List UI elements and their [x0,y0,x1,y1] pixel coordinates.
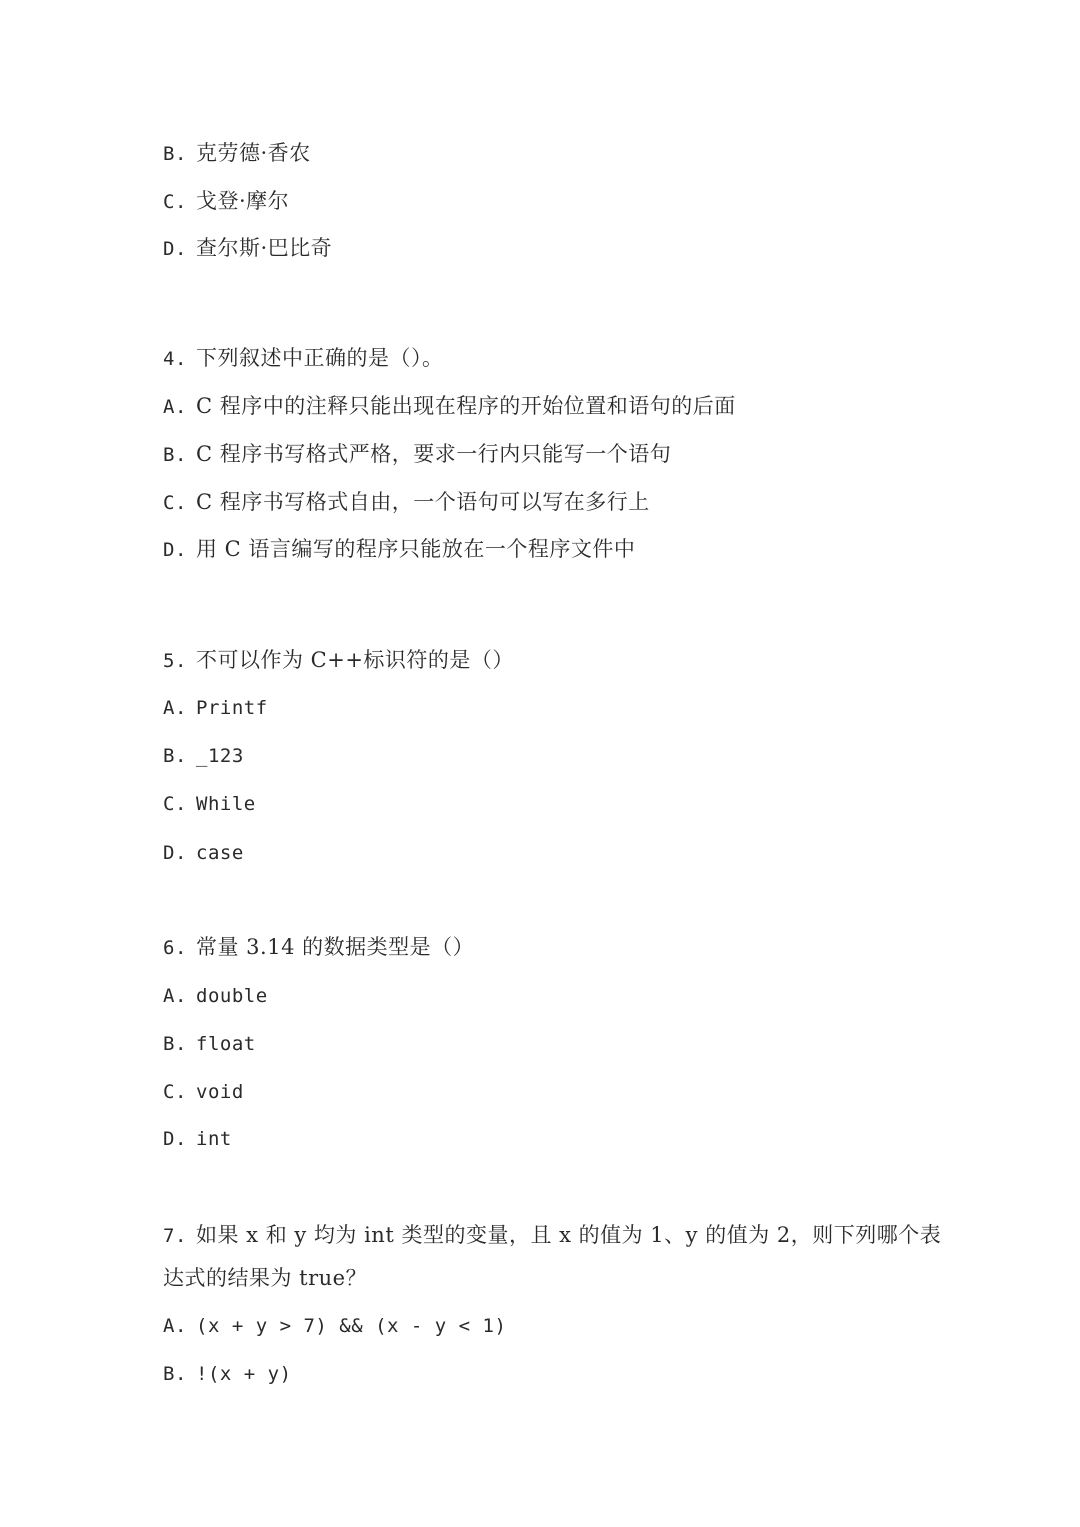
option-text: !(x + y) [196,1363,292,1385]
q5-option-c [163,789,256,818]
option-label: D. [163,1128,187,1150]
option-text: 用 C 语言编写的程序只能放在一个程序文件中 [196,537,636,561]
q6-stem [163,933,474,962]
q3-option-c [163,187,289,216]
option-label: D. [163,238,187,260]
question-text: 不可以作为 C++标识符的是（） [196,648,514,672]
q6-option-d [163,1124,232,1153]
q7-option-a [163,1311,506,1340]
q4-option-c [163,488,650,517]
q5-stem [163,646,514,675]
q4-option-b [163,440,671,469]
option-label: D. [163,842,187,864]
question-number: 6. [163,937,187,959]
q7-stem-line2 [163,1264,367,1292]
option-text: 查尔斯·巴比奇 [196,236,333,260]
option-text: C 程序书写格式自由，一个语句可以写在多行上 [196,490,650,514]
question-text: 如果 x 和 y 均为 int 类型的变量，且 x 的值为 1、y 的值为 2，则下列哪个表 [196,1223,942,1247]
question-number: 7. [163,1225,187,1247]
option-label: B. [163,745,187,767]
q4-stem [163,344,444,373]
q5-option-b [163,741,244,770]
option-text: _123 [196,745,244,767]
option-label: D. [163,539,187,561]
option-text: C 程序书写格式严格，要求一行内只能写一个语句 [196,442,672,466]
option-label: C. [163,191,187,213]
option-text: While [196,793,256,815]
option-label: A. [163,396,187,418]
q6-option-b [163,1029,256,1058]
option-label: C. [163,492,187,514]
option-label: B. [163,143,187,165]
option-label: A. [163,1315,187,1337]
q7-option-b [163,1359,292,1388]
q3-option-b [163,139,311,168]
option-label: B. [163,1033,187,1055]
option-label: C. [163,1081,187,1103]
option-label: C. [163,793,187,815]
option-text: (x + y > 7) && (x - y < 1) [196,1315,507,1337]
option-text: double [196,985,268,1007]
q3-option-d [163,234,332,263]
question-text: 下列叙述中正确的是（）。 [196,346,444,370]
option-label: B. [163,1363,187,1385]
option-text: float [196,1033,256,1055]
option-text: 戈登·摩尔 [196,189,290,213]
option-label: B. [163,444,187,466]
q5-option-d [163,838,244,867]
option-text: C 程序中的注释只能出现在程序的开始位置和语句的后面 [196,394,736,418]
option-label: A. [163,985,187,1007]
option-text: 克劳德·香农 [196,141,311,165]
question-number: 4. [163,348,187,370]
q7-stem-line1 [163,1221,941,1250]
question-text: 常量 3.14 的数据类型是（） [196,935,475,959]
q4-option-d [163,535,635,564]
q6-option-c [163,1077,244,1106]
question-text-continued: 达式的结果为 true？ [163,1266,368,1290]
question-number: 5. [163,650,187,672]
option-text: Printf [196,697,268,719]
q5-option-a [163,693,268,722]
option-text: int [196,1128,232,1150]
q6-option-a [163,981,268,1010]
option-text: case [196,842,244,864]
option-label: A. [163,697,187,719]
q4-option-a [163,392,736,421]
option-text: void [196,1081,244,1103]
